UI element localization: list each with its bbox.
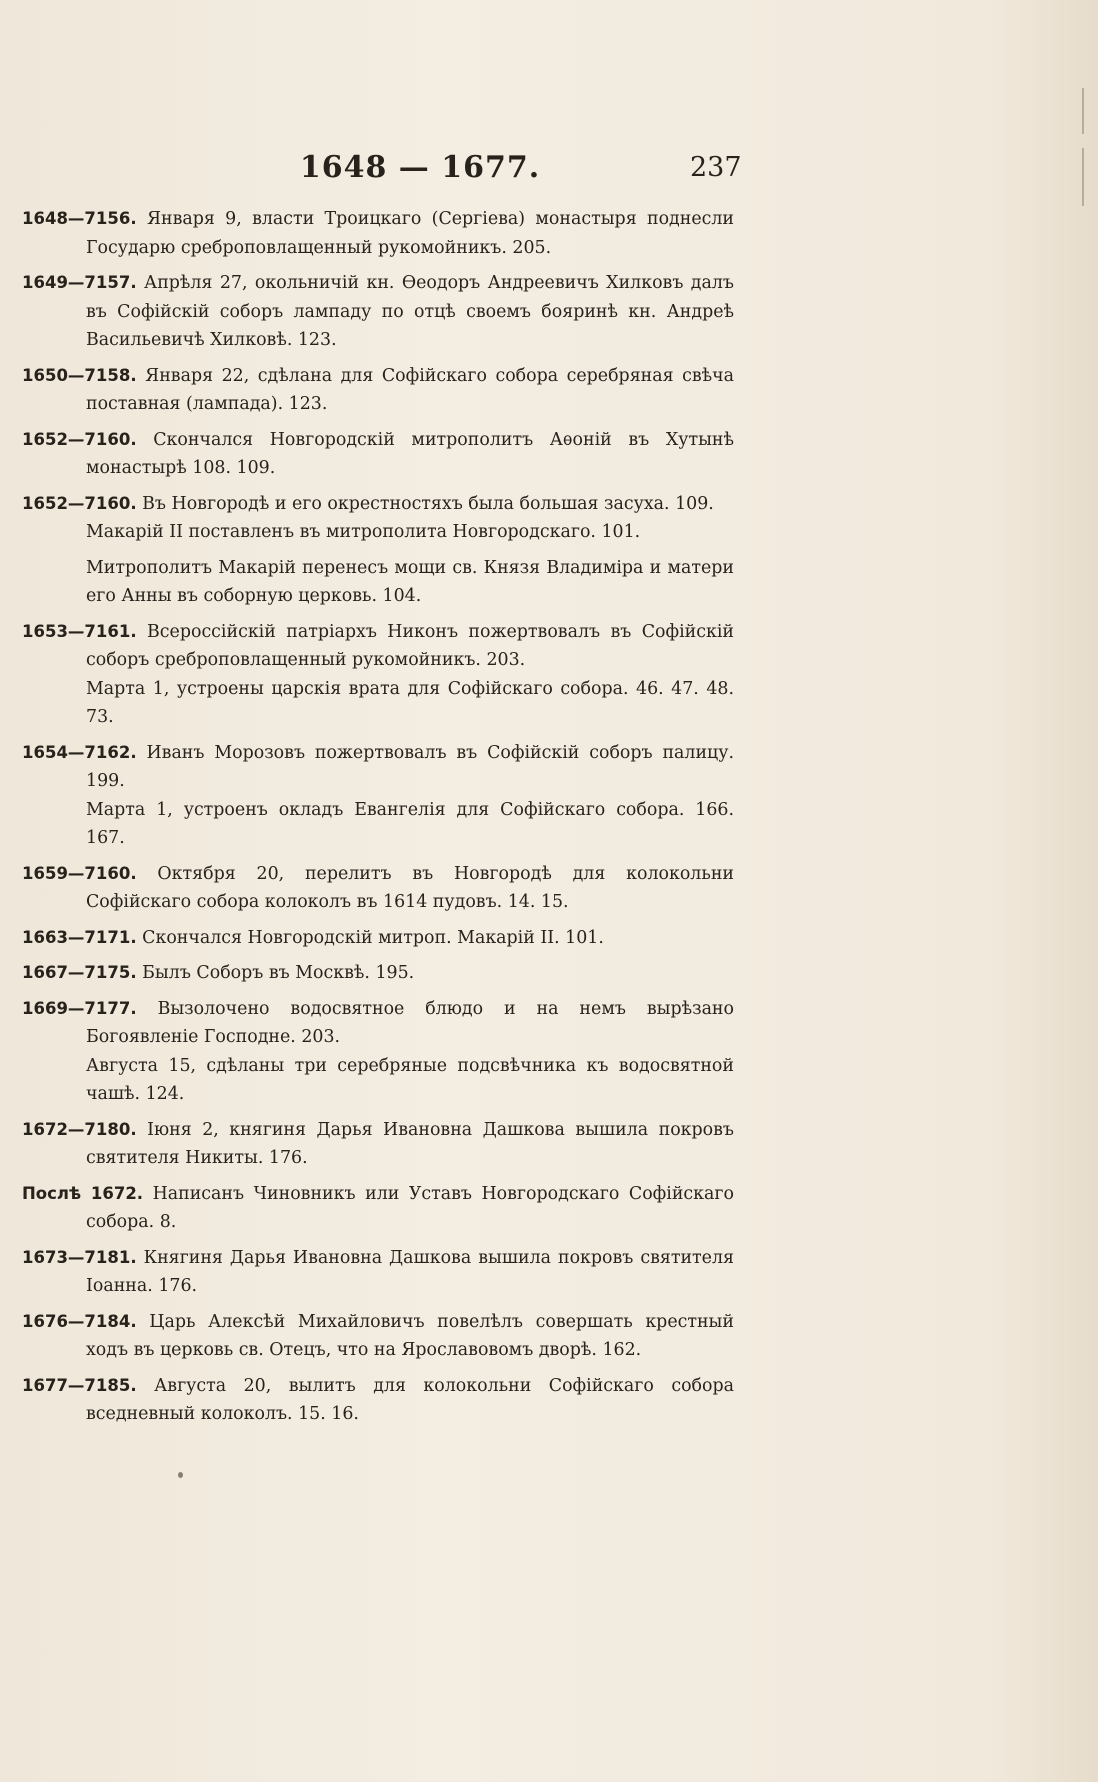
- chronology-entry: [22, 269, 734, 355]
- chronology-entry: [22, 490, 734, 611]
- entry-text: Въ Новгородѣ и его окрестностяхъ была большая засуха. 109.: [142, 493, 714, 514]
- entry-year: 1677—7185.: [22, 1375, 137, 1395]
- chronology-entry: [22, 959, 734, 988]
- entry-paragraph: [22, 860, 734, 917]
- entry-paragraph: [22, 739, 734, 796]
- ink-speck: [178, 1472, 183, 1478]
- chronology-entry: [22, 1308, 734, 1365]
- chronology-entry: [22, 618, 734, 732]
- entry-paragraph: [22, 362, 734, 419]
- entry-year: 1648—7156.: [22, 209, 137, 228]
- chronology-entry: [22, 1116, 734, 1173]
- entry-subparagraph: Митрополитъ Макарій перенесъ мощи св. Князя Владиміра и матери его Анны въ соборную церковь. 104.: [86, 557, 734, 606]
- entry-text: Вызолочено водосвятное блюдо и на немъ вырѣзано Богоявленіе Господне. 203.: [86, 998, 734, 1047]
- entry-year: 1652—7160.: [22, 493, 137, 513]
- entry-year: 1650—7158.: [22, 365, 137, 385]
- entry-paragraph: [22, 959, 734, 988]
- chronology-entry: [22, 205, 734, 262]
- entry-subparagraph: Марта 1, устроены царскія врата для Софійскаго собора. 46. 47. 48. 73.: [86, 678, 734, 727]
- entry-paragraph: [22, 490, 734, 519]
- entry-text: Января 9, власти Троицкаго (Сергіева) монастыря поднесли Государю среброповлащенный рукомойникъ. 205.: [86, 209, 735, 258]
- entry-text: Августа 20, вылитъ для колокольни Софійскаго собора вседневный колоколъ. 15. 16.: [86, 1375, 734, 1424]
- chronology-entry: [22, 426, 734, 483]
- entry-subparagraph: Макарій II поставленъ въ митрополита Новгородскаго. 101.: [86, 522, 641, 542]
- page-number: 237: [690, 152, 742, 183]
- entry-paragraph: [22, 1308, 734, 1365]
- chronology-entry: [22, 924, 734, 953]
- entry-year: 1672—7180.: [22, 1119, 137, 1139]
- entry-text: Іюня 2, княгиня Дарья Ивановна Дашкова вышила покровъ святителя Никиты. 176.: [86, 1119, 735, 1168]
- entry-year: 1676—7184.: [22, 1311, 137, 1331]
- chronology-entry: [22, 860, 734, 917]
- chronology-entry: [22, 995, 734, 1109]
- entry-text: Написанъ Чиновникъ или Уставъ Новгородскаго Софійскаго собора. 8.: [86, 1183, 734, 1232]
- entry-year: 1654—7162.: [22, 742, 137, 762]
- entry-paragraph: [22, 1180, 734, 1237]
- entry-subparagraph: Марта 1, устроенъ окладъ Евангелія для Софійскаго собора. 166. 167.: [86, 799, 734, 848]
- page-edge-mark: [1082, 88, 1084, 134]
- entry-paragraph: [22, 1372, 734, 1429]
- entry-paragraph: [22, 924, 734, 953]
- entry-text: Всероссійскій патріархъ Никонъ пожертвовалъ въ Софійскій соборъ среброповлащенный рукомойникъ. 203.: [86, 621, 735, 670]
- entry-year: 1669—7177.: [22, 998, 137, 1018]
- entry-paragraph: [22, 205, 734, 262]
- entry-paragraph: [22, 426, 734, 483]
- entry-text: Скончался Новгородскій митроп. Макарій II. 101.: [142, 927, 604, 948]
- entry-year: 1659—7160.: [22, 863, 137, 883]
- running-title: 1648 — 1677.: [299, 150, 541, 185]
- chronology-entry: [22, 1244, 734, 1301]
- entry-paragraph: [22, 995, 734, 1052]
- entry-text: Апрѣля 27, окольничій кн. Ѳеодоръ Андреевичъ Хилковъ далъ въ Софійскій соборъ лампаду по отцѣ своемъ бояринѣ кн. Андреѣ Васильевичѣ Хилковѣ. 123.: [86, 273, 734, 350]
- chronology-list: [22, 205, 734, 1436]
- entry-paragraph: [22, 1116, 734, 1173]
- entry-year: 1649—7157.: [22, 273, 137, 292]
- entry-text: Царь Алексѣй Михайловичъ повелѣлъ совершать крестный ходъ въ церковь св. Отецъ, что на Ярославовомъ дворѣ. 162.: [86, 1311, 734, 1360]
- entry-paragraph: [22, 618, 734, 675]
- chronology-entry: [22, 362, 734, 419]
- entry-text: Иванъ Морозовъ пожертвовалъ въ Софійскій соборъ палицу. 199.: [86, 742, 734, 791]
- chronology-entry: [22, 1180, 734, 1237]
- entry-text: Января 22, сдѣлана для Софійскаго собора серебряная свѣча поставная (лампада). 123.: [86, 365, 734, 414]
- entry-paragraph: [22, 269, 734, 355]
- entry-text: Скончался Новгородскій митрополитъ Аѳоній въ Хутынѣ монастырѣ 108. 109.: [86, 429, 734, 478]
- entry-text: Былъ Соборъ въ Москвѣ. 195.: [142, 963, 415, 983]
- entry-text: Октября 20, перелитъ въ Новгородѣ для колокольни Софійскаго собора колоколъ въ 1614 пудовъ. 14. 15.: [86, 863, 735, 912]
- entry-subparagraph: Августа 15, сдѣланы три серебряные подсвѣчника къ водосвятной чашѣ. 124.: [86, 1055, 734, 1104]
- chronology-entry: [22, 1372, 734, 1429]
- entry-text: Княгиня Дарья Ивановна Дашкова вышила покровъ святителя Іоанна. 176.: [86, 1247, 734, 1296]
- chronology-entry: [22, 739, 734, 853]
- entry-paragraph: [22, 1244, 734, 1301]
- entry-year: Послѣ 1672.: [22, 1183, 144, 1203]
- entry-year: 1673—7181.: [22, 1247, 137, 1267]
- entry-year: 1653—7161.: [22, 621, 137, 641]
- page-header: [0, 150, 1098, 190]
- entry-year: 1652—7160.: [22, 429, 137, 449]
- entry-year: 1663—7171.: [22, 927, 137, 947]
- entry-year: 1667—7175.: [22, 963, 137, 982]
